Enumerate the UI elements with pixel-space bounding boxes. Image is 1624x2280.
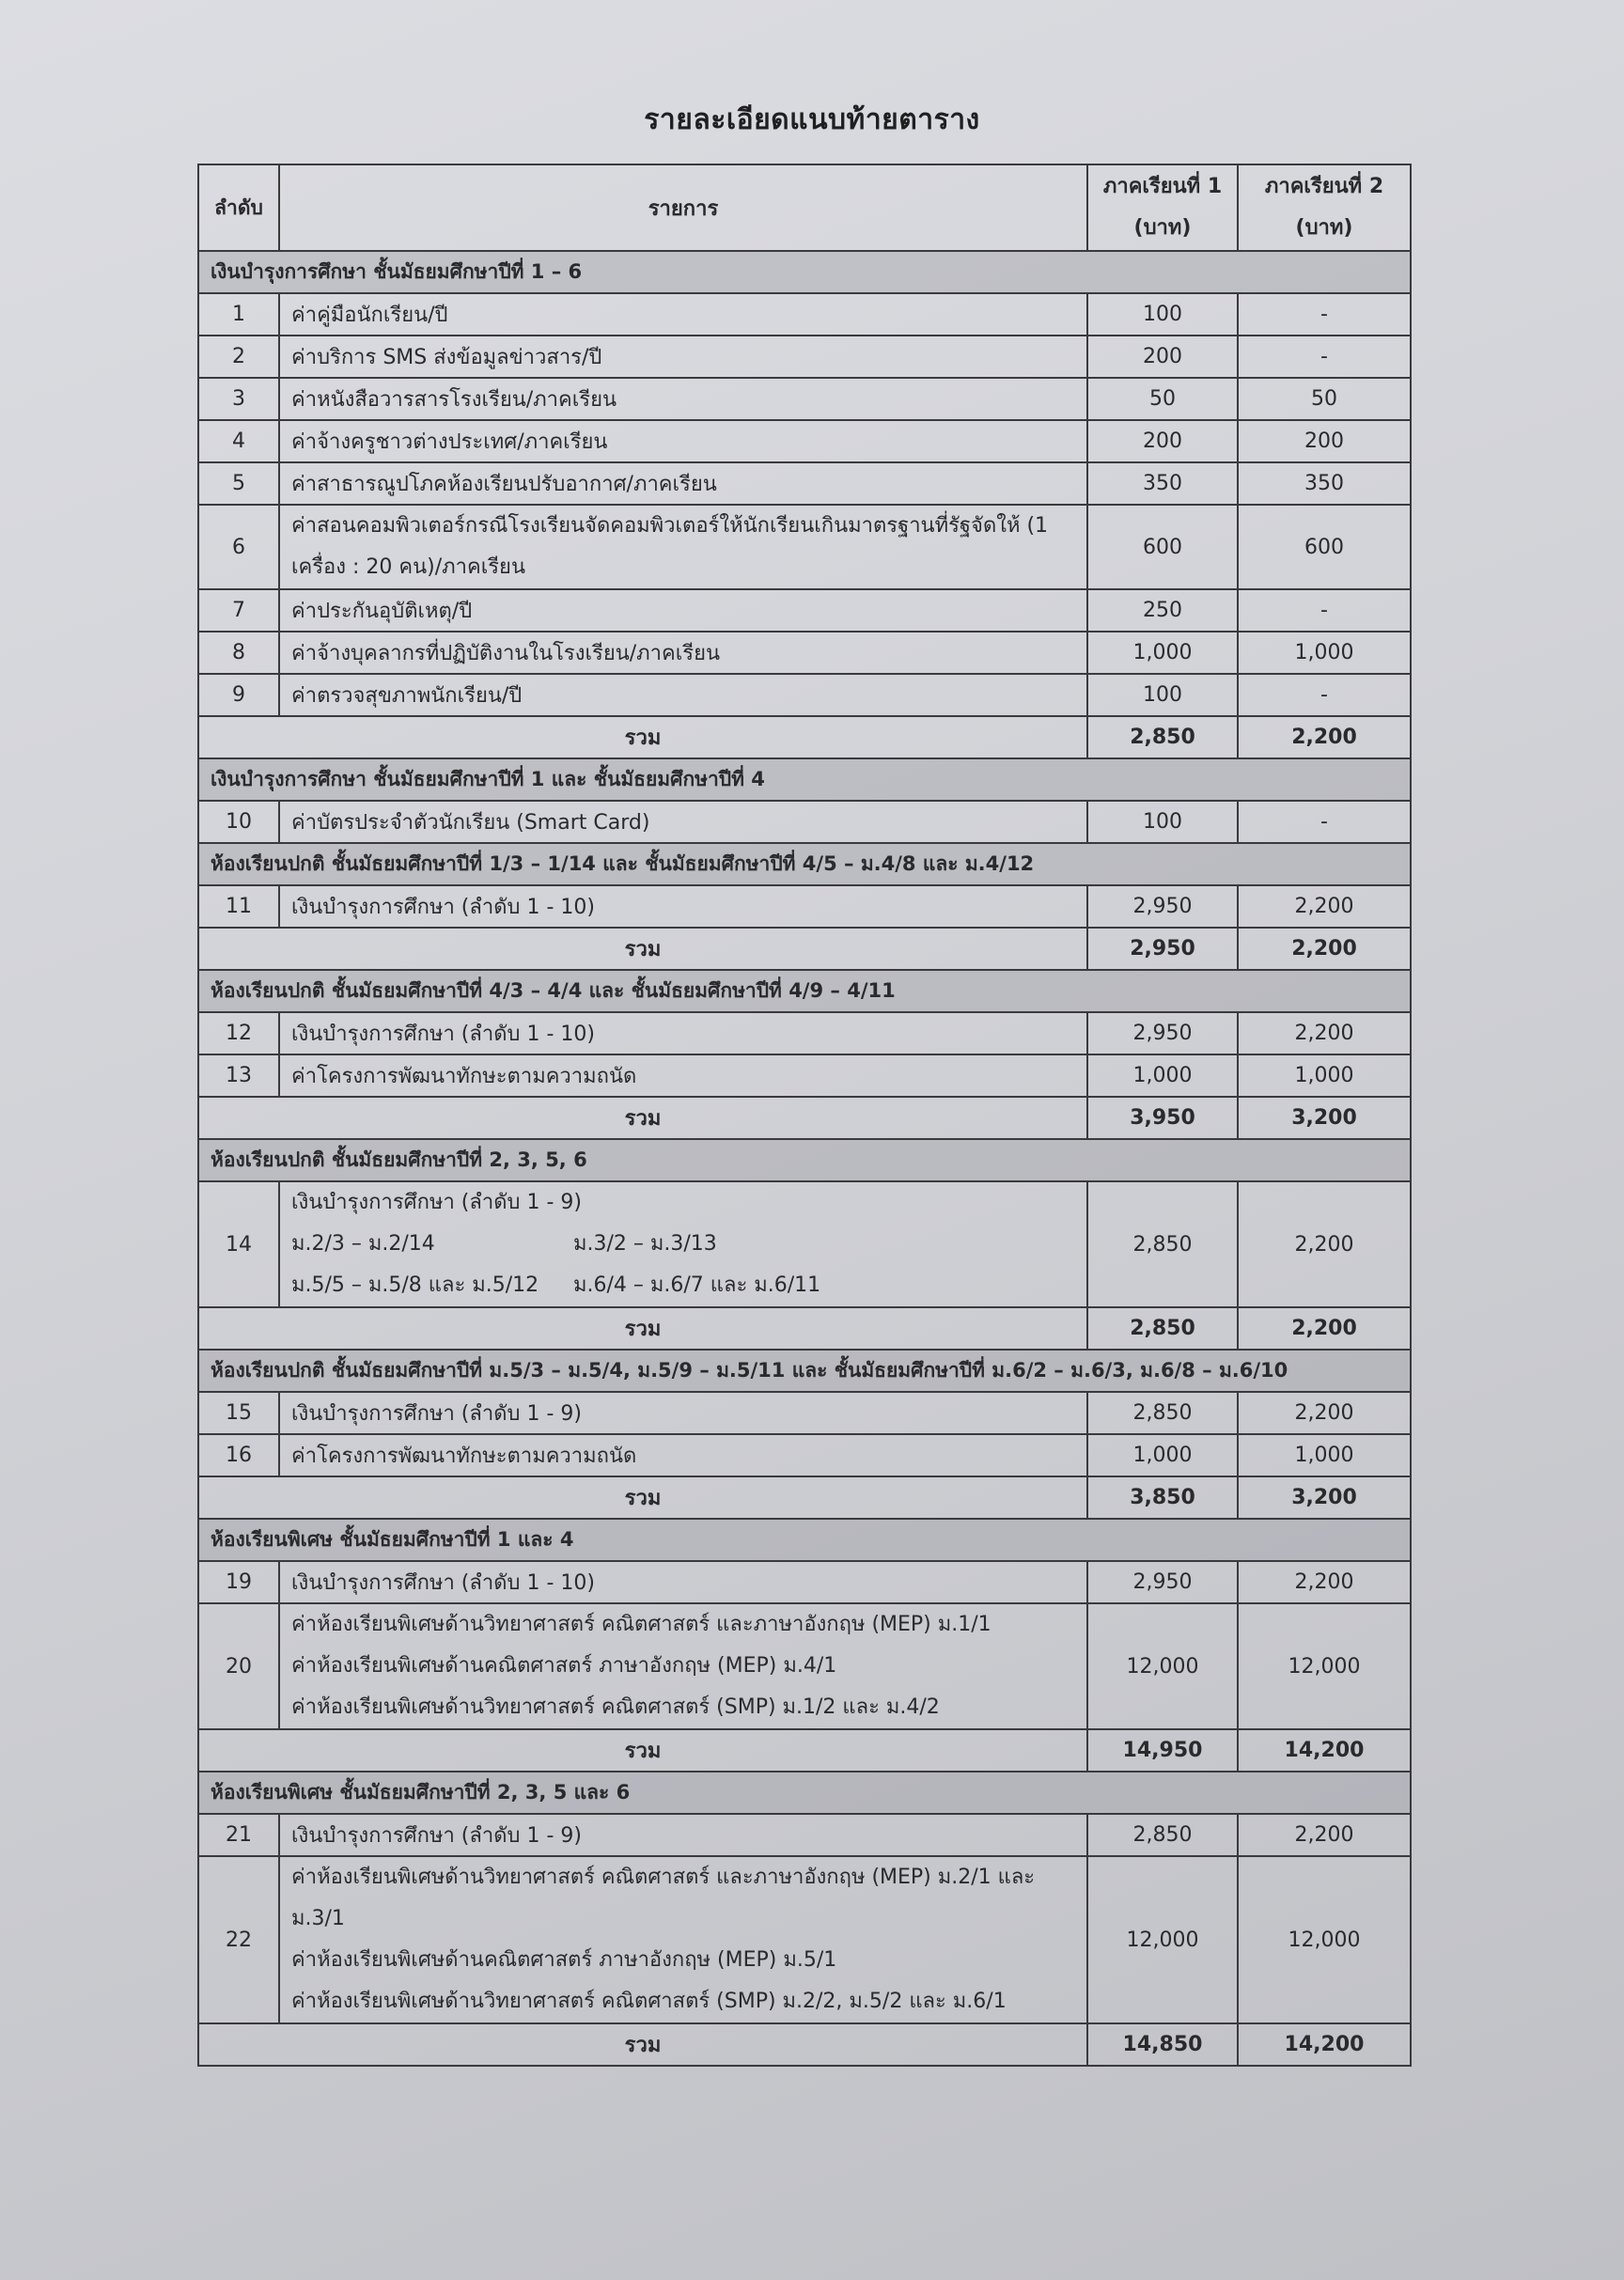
section-heading: ห้องเรียนปกติ ชั้นมัธยมศึกษาปีที่ 1/3 – 1/14 และ ชั้นมัธยมศึกษาปีที่ 4/5 – ม.4/8 และ ม.4/12	[198, 843, 1411, 885]
table-row: 6 ค่าสอนคอมพิวเตอร์กรณีโรงเรียนจัดคอมพิวเตอร์ให้นักเรียนเกินมาตรฐานที่รัฐจัดให้ (1 เครื่อง : 20 คน)/ภาคเรียน 600 600	[198, 505, 1411, 589]
class-range-line: ม.2/3 – ม.2/14 ม.3/2 – ม.3/13	[291, 1232, 717, 1256]
table-row: 15 เงินบำรุงการศึกษา (ลำดับ 1 - 9) 2,850 2,200	[198, 1392, 1411, 1434]
table-row: 22 ค่าห้องเรียนพิเศษด้านวิทยาศาสตร์ คณิตศาสตร์ และภาษาอังกฤษ (MEP) ม.2/1 และ ม.3/1 ค่าห้องเรียนพิเศษด้านคณิตศาสตร์ ภาษาอังกฤษ (MEP) ม.5/1 ค่าห้องเรียนพิเศษด้านวิทยาศาสตร์ คณิตศาสตร์ (SMP) ม.2/2, ม.5/2 และ ม.6/1 12,000 12,000	[198, 1856, 1411, 2023]
table-row: 11 เงินบำรุงการศึกษา (ลำดับ 1 - 10) 2,950 2,200	[198, 885, 1411, 928]
table-row: 9 ค่าตรวจสุขภาพนักเรียน/ปี 100 -	[198, 674, 1411, 716]
table-row: 13 ค่าโครงการพัฒนาทักษะตามความถนัด 1,000 1,000	[198, 1054, 1411, 1097]
fee-table	[197, 164, 1412, 2067]
table-row: 21 เงินบำรุงการศึกษา (ลำดับ 1 - 9) 2,850 2,200	[198, 1814, 1411, 1856]
total-row: รวม 14,950 14,200	[198, 1729, 1411, 1772]
table-row: 20 ค่าห้องเรียนพิเศษด้านวิทยาศาสตร์ คณิตศาสตร์ และภาษาอังกฤษ (MEP) ม.1/1 ค่าห้องเรียนพิเศษด้านคณิตศาสตร์ ภาษาอังกฤษ (MEP) ม.4/1 ค่าห้องเรียนพิเศษด้านวิทยาศาสตร์ คณิตศาสตร์ (SMP) ม.1/2 และ ม.4/2 12,000 12,000	[198, 1603, 1411, 1729]
table-row: 8 ค่าจ้างบุคลากรที่ปฏิบัติงานในโรงเรียน/ภาคเรียน 1,000 1,000	[198, 632, 1411, 674]
section-heading: ห้องเรียนปกติ ชั้นมัธยมศึกษาปีที่ 2, 3, 5, 6	[198, 1139, 1411, 1181]
table-row: 5 ค่าสาธารณูปโภคห้องเรียนปรับอากาศ/ภาคเรียน 350 350	[198, 462, 1411, 505]
total-row: รวม 3,850 3,200	[198, 1476, 1411, 1519]
table-row: 19 เงินบำรุงการศึกษา (ลำดับ 1 - 10) 2,950 2,200	[198, 1561, 1411, 1603]
total-row: รวม 3,950 3,200	[198, 1097, 1411, 1139]
class-range-line: ม.5/5 – ม.5/8 และ ม.5/12 ม.6/4 – ม.6/7 และ ม.6/11	[291, 1273, 821, 1297]
header-no: ลำดับ	[198, 164, 279, 251]
header-semester-2: ภาคเรียนที่ 2 (บาท)	[1238, 164, 1411, 251]
table-row: 4 ค่าจ้างครูชาวต่างประเทศ/ภาคเรียน 200 200	[198, 420, 1411, 462]
total-row: รวม 2,950 2,200	[198, 928, 1411, 970]
document-title: รายละเอียดแนบท้ายตาราง	[644, 103, 980, 136]
table-row: 10 ค่าบัตรประจำตัวนักเรียน (Smart Card) 100 -	[198, 801, 1411, 843]
table-row: 3 ค่าหนังสือวารสารโรงเรียน/ภาคเรียน 50 50	[198, 378, 1411, 420]
table-row: 14 เงินบำรุงการศึกษา (ลำดับ 1 - 9) ม.2/3 – ม.2/14 ม.3/2 – ม.3/13 ม.5/5 – ม.5/8 และ ม.5/12 ม.6/4 – ม.6/7 และ ม.6/11 2,850 2,200	[198, 1181, 1411, 1307]
table-header-row	[198, 164, 1411, 251]
header-semester-1: ภาคเรียนที่ 1 (บาท)	[1087, 164, 1238, 251]
table-row: 1 ค่าคู่มือนักเรียน/ปี 100 -	[198, 293, 1411, 336]
section-heading: ห้องเรียนพิเศษ ชั้นมัธยมศึกษาปีที่ 2, 3, 5 และ 6	[198, 1772, 1411, 1814]
total-row: รวม 14,850 14,200	[198, 2023, 1411, 2066]
table-row: 16 ค่าโครงการพัฒนาทักษะตามความถนัด 1,000 1,000	[198, 1434, 1411, 1476]
section-heading: ห้องเรียนปกติ ชั้นมัธยมศึกษาปีที่ 4/3 – 4/4 และ ชั้นมัธยมศึกษาปีที่ 4/9 – 4/11	[198, 970, 1411, 1012]
table-row: 7 ค่าประกันอุบัติเหตุ/ปี 250 -	[198, 589, 1411, 632]
table-row: 2 ค่าบริการ SMS ส่งข้อมูลข่าวสาร/ปี 200 -	[198, 336, 1411, 378]
total-row: รวม 2,850 2,200	[198, 716, 1411, 758]
section-heading: เงินบำรุงการศึกษา ชั้นมัธยมศึกษาปีที่ 1 – 6	[198, 251, 1411, 293]
section-heading: ห้องเรียนพิเศษ ชั้นมัธยมศึกษาปีที่ 1 และ 4	[198, 1519, 1411, 1561]
table-row: 12 เงินบำรุงการศึกษา (ลำดับ 1 - 10) 2,950 2,200	[198, 1012, 1411, 1054]
header-item: รายการ	[279, 164, 1087, 251]
total-row: รวม 2,850 2,200	[198, 1307, 1411, 1350]
section-heading: ห้องเรียนปกติ ชั้นมัธยมศึกษาปีที่ ม.5/3 – ม.5/4, ม.5/9 – ม.5/11 และ ชั้นมัธยมศึกษาปีที่ ม.6/2 – ม.6/3, ม.6/8 – ม.6/10	[198, 1350, 1411, 1392]
section-heading: เงินบำรุงการศึกษา ชั้นมัธยมศึกษาปีที่ 1 และ ชั้นมัธยมศึกษาปีที่ 4	[198, 758, 1411, 801]
